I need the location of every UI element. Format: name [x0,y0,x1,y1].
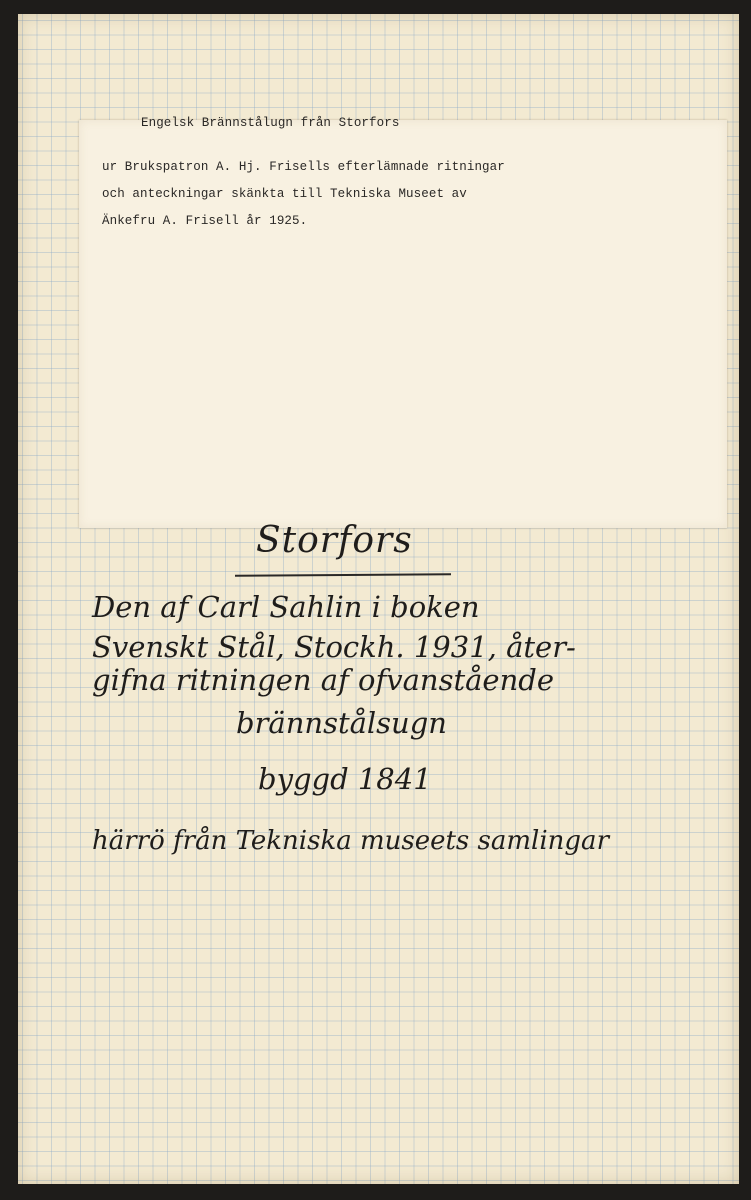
handwritten-line: gifna ritningen af ofvanstående [92,663,554,697]
handwritten-line: Den af Carl Sahlin i boken [92,590,480,624]
typed-label-slip [79,120,727,528]
card-line: och anteckningar skänkta till Tekniska Museet av [102,187,467,201]
card-line: ur Brukspatron A. Hj. Frisells efterlämnade ritningar [102,160,505,174]
handwritten-line: byggd 1841 [258,762,432,796]
card-heading: Engelsk Brännstålugn från Storfors [141,116,400,130]
handwritten-line: Svenskt Stål, Stockh. 1931, åter- [92,630,576,664]
card-line: Änkefru A. Frisell år 1925. [102,214,308,228]
handwritten-title: Storfors [256,520,413,561]
handwritten-line: härrö från Tekniska museets samlingar [92,826,609,856]
handwritten-line: brännstålsugn [236,706,447,740]
